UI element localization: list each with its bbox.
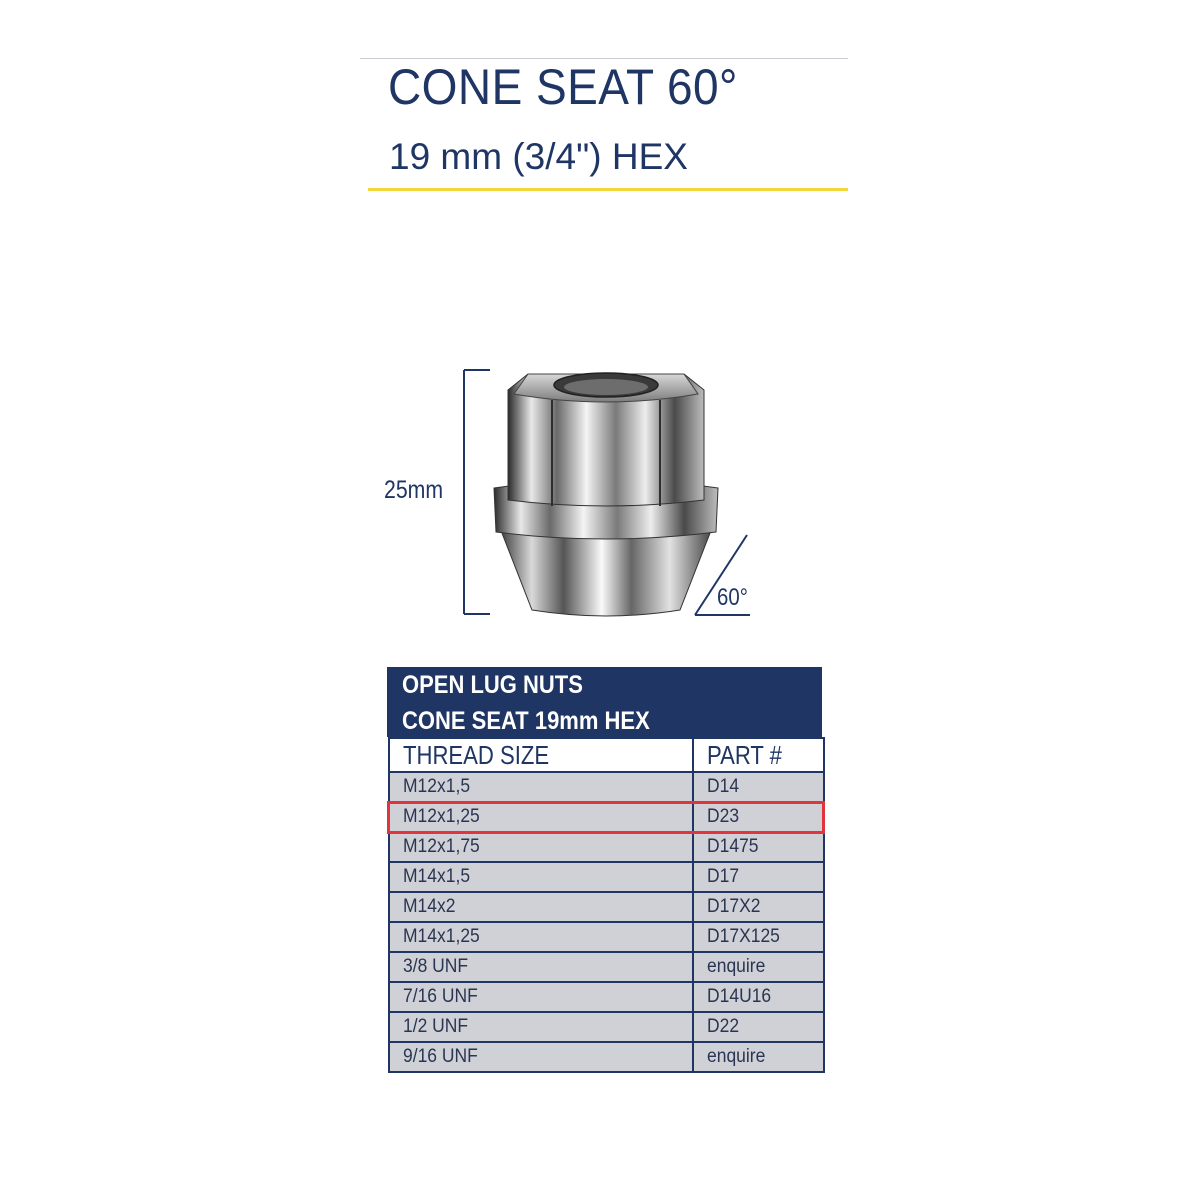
thread-size-cell: 9/16 UNF [389,1042,693,1072]
part-number-cell: D23 [693,802,824,832]
title-underline [368,188,848,191]
height-label: 25mm [384,476,444,504]
height-dimension-bracket [464,370,490,614]
table-row [389,862,824,892]
page-subtitle: 19 mm (3/4") HEX [389,136,688,177]
nut-cone [500,528,712,616]
table-column-header [389,738,824,772]
part-number-cell: D1475 [693,832,824,862]
thread-size-cell: M14x2 [389,892,693,922]
table-row [389,1042,824,1072]
table-row-highlighted [389,802,824,832]
thread-size-cell: M14x1,5 [389,862,693,892]
thread-size-cell: M12x1,5 [389,772,693,802]
part-number-cell: D17X2 [693,892,824,922]
part-number-cell: D14U16 [693,982,824,1012]
thread-size-cell: 3/8 UNF [389,952,693,982]
table-row [389,892,824,922]
table-row [389,922,824,952]
table-title-line2: CONE SEAT 19mm HEX [402,707,650,735]
page-title: CONE SEAT 60° [388,59,738,115]
thread-size-cell: 1/2 UNF [389,1012,693,1042]
part-table [387,667,822,1073]
column-header-part: PART # [693,738,824,772]
part-number-cell: D14 [693,772,824,802]
part-number-cell: enquire [693,1042,824,1072]
column-header-thread: THREAD SIZE [389,738,693,772]
table-row [389,1012,824,1042]
part-table-grid [387,737,825,1073]
thread-size-cell: 7/16 UNF [389,982,693,1012]
angle-label: 60° [717,584,748,611]
table-title-line1: OPEN LUG NUTS [402,671,583,699]
table-row [389,832,824,862]
thread-size-cell: M12x1,25 [389,802,693,832]
table-row [389,982,824,1012]
table-row [389,772,824,802]
table-row [389,952,824,982]
part-number-cell: D22 [693,1012,824,1042]
thread-size-cell: M14x1,25 [389,922,693,952]
part-number-cell: enquire [693,952,824,982]
thread-size-cell: M12x1,75 [389,832,693,862]
part-number-cell: D17X125 [693,922,824,952]
table-title [387,667,822,737]
part-number-cell: D17 [693,862,824,892]
